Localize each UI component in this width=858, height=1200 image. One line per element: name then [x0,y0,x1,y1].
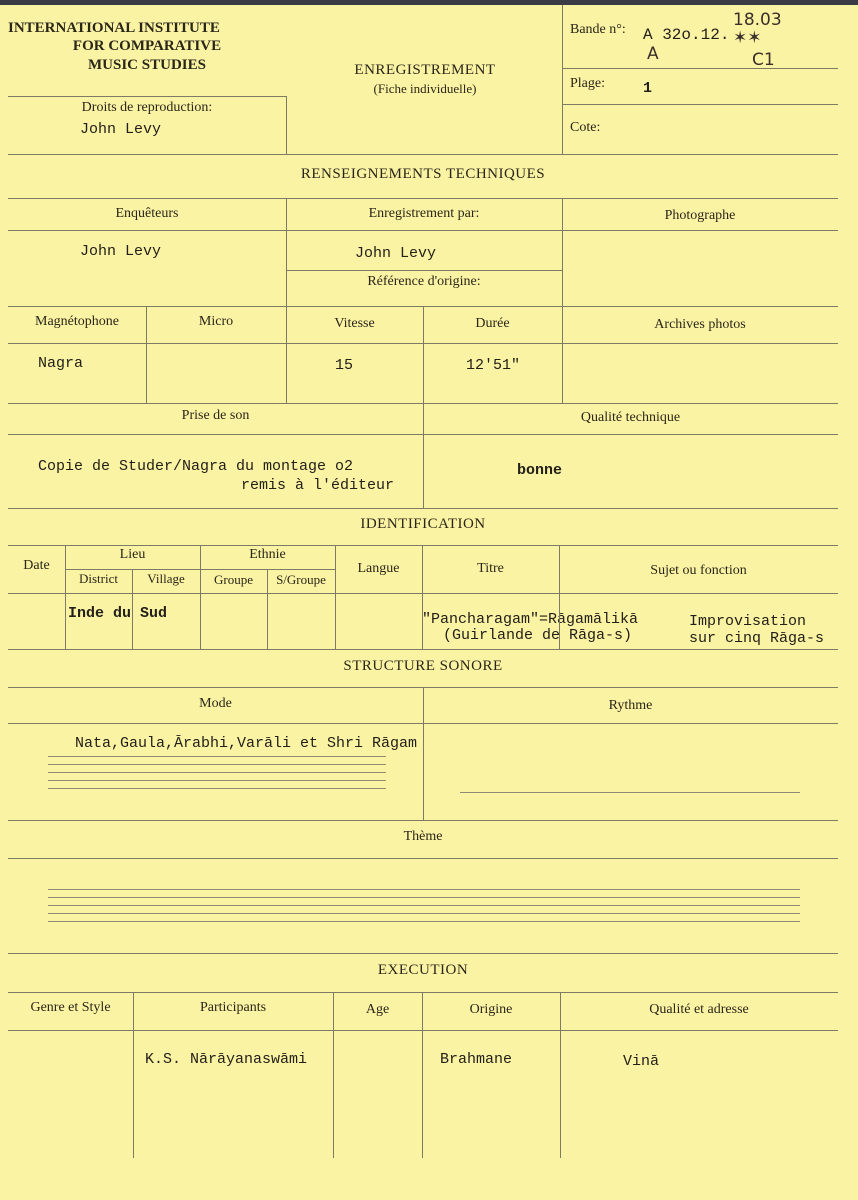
enqueteurs-label: Enquêteurs [115,206,179,221]
rythme-label: Rythme [608,698,653,713]
titre-value-line-1: "Pancharagam"=Rāgamālikā [422,611,639,628]
sujet-value-line-1: Improvisation [689,613,807,630]
bande-handwritten-c: C1 [752,50,775,70]
bande-handwritten-a: A [647,44,659,64]
sujet-label: Sujet ou fonction [650,563,747,578]
date-label: Date [23,558,50,573]
duree-label: Durée [475,316,510,331]
district-label: District [79,571,118,586]
enregistrement-label: Enregistrement par: [368,206,480,221]
form-subtitle: (Fiche individuelle) [373,81,477,96]
qualite-adresse-value: Vinā [623,1053,660,1070]
scan-top-edge [0,0,858,5]
sgroupe-label: S/Groupe [276,572,326,587]
bande-handwritten: 18.03 [733,10,782,30]
prise-value-line-1: Copie de Studer/Nagra du montage o2 [38,458,354,475]
mode-label: Mode [199,696,232,711]
mode-value: Nata,Gaula,Ārabhi,Varāli et Shri Rāgam [75,735,418,752]
institute-line-1: INTERNATIONAL INSTITUTE [8,20,220,36]
enregistrement-value: John Levy [355,245,437,262]
bande-handwritten-mark: ✶✶ [733,28,762,48]
duree-value: 12'51" [466,357,521,374]
plage-label: Plage: [570,76,605,91]
plage-value: 1 [643,80,653,97]
titre-label: Titre [477,561,504,576]
groupe-label: Groupe [214,572,253,587]
participants-value: K.S. Nārāyanaswāmi [145,1051,308,1068]
cote-label: Cote: [570,120,601,135]
archives-label: Archives photos [654,317,746,332]
lieu-value: Inde du Sud [68,605,168,622]
qualite-adresse-label: Qualité et adresse [649,1002,749,1017]
rights-value: John Levy [80,121,162,138]
section-technique: RENSEIGNEMENTS TECHNIQUES [300,166,546,182]
lieu-label: Lieu [119,547,146,562]
bande-label: Bande n°: [570,22,626,37]
rights-label: Droits de reproduction: [81,100,213,115]
ethnie-label: Ethnie [249,547,286,562]
micro-label: Micro [198,314,234,329]
enqueteurs-value: John Levy [80,243,162,260]
sujet-value-line-2: sur cinq Rāga-s [689,630,825,647]
theme-label: Thème [403,829,443,844]
institute-line-3: MUSIC STUDIES [88,57,206,73]
magnetophone-label: Magnétophone [35,314,119,329]
section-structure: STRUCTURE SONORE [343,658,503,674]
qualite-technique-value: bonne [517,462,563,479]
origine-label: Origine [469,1002,513,1017]
section-execution: EXECUTION [377,962,469,978]
magnetophone-value: Nagra [38,355,84,372]
section-identification: IDENTIFICATION [360,516,486,532]
institute-line-2: FOR COMPARATIVE [72,38,222,54]
prise-value-line-2: remis à l'éditeur [241,477,395,494]
vitesse-value: 15 [335,357,354,374]
age-label: Age [365,1002,390,1017]
origine-value: Brahmane [440,1051,513,1068]
reference-label: Référence d'origine: [367,274,481,289]
form-title: ENREGISTREMENT [354,62,496,78]
vitesse-label: Vitesse [334,316,375,331]
prise-label: Prise de son [181,408,250,423]
qualite-technique-label: Qualité technique [580,410,681,425]
village-label: Village [147,571,185,586]
bande-value: A 32o.12. [643,26,730,44]
genre-label: Genre et Style [30,1000,111,1015]
titre-value-line-2: (Guirlande de Rāga-s) [443,627,633,644]
langue-label: Langue [357,561,400,576]
photographe-label: Photographe [664,208,736,223]
participants-label: Participants [199,1000,267,1015]
